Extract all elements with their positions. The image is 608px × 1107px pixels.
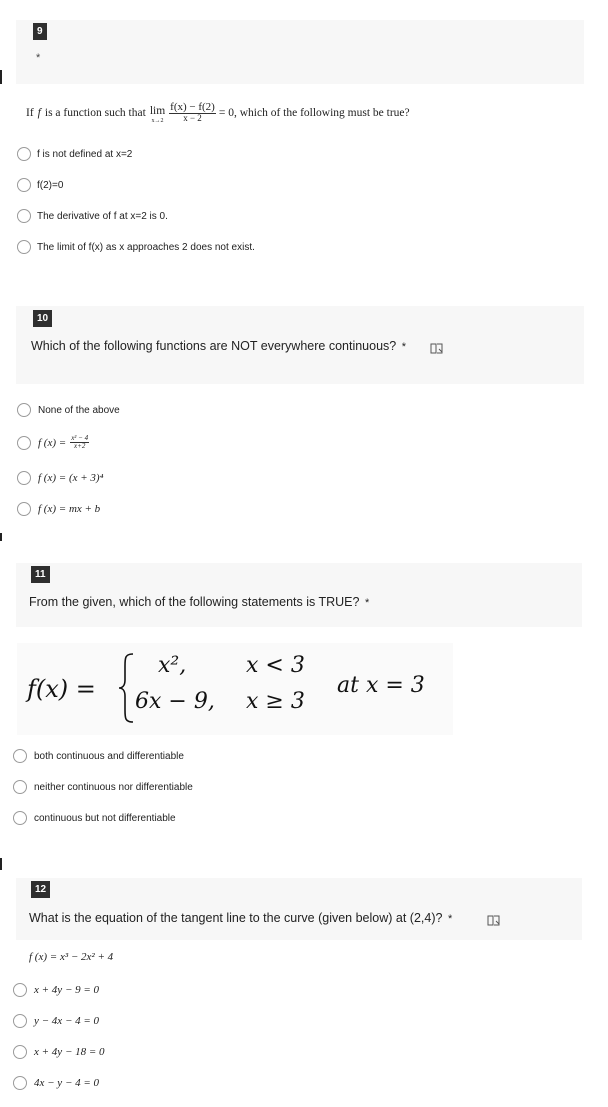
radio-button[interactable] — [13, 780, 27, 794]
option[interactable] — [13, 749, 184, 763]
question-number: 10 — [33, 310, 52, 327]
radio-button[interactable] — [17, 147, 31, 161]
limit-symbol: lim — [149, 105, 166, 117]
radio-button[interactable] — [17, 471, 31, 485]
option[interactable] — [13, 811, 176, 825]
question-number: 9 — [33, 23, 47, 40]
case1-expression: x², — [158, 653, 187, 678]
piecewise-function — [17, 643, 453, 735]
option[interactable] — [17, 240, 255, 254]
radio-button[interactable] — [17, 209, 31, 223]
radio-button[interactable] — [17, 502, 31, 516]
question-card — [16, 878, 582, 940]
left-brace — [117, 652, 135, 724]
radio-button[interactable] — [17, 436, 31, 450]
radio-button[interactable] — [13, 749, 27, 763]
option-label: 4x − y − 4 = 0 — [34, 1077, 100, 1089]
option-label: None of the above — [38, 404, 120, 416]
fraction-numerator: x² − 4 — [71, 434, 89, 442]
option[interactable] — [17, 471, 103, 485]
option-label: The limit of f(x) as x approaches 2 does not exist. — [37, 241, 255, 253]
question-text — [31, 339, 406, 353]
equals-zero: = 0 — [218, 106, 234, 119]
question-text-content: From the given, which of the following statements is TRUE? — [29, 595, 360, 609]
question-text — [29, 595, 369, 609]
edge-mark — [0, 533, 2, 541]
option-label: x + 4y − 18 = 0 — [34, 1046, 105, 1058]
option[interactable] — [17, 435, 89, 450]
limit-subscript: x→2 — [151, 117, 164, 124]
option-label: neither continuous nor differentiable — [34, 781, 193, 793]
option-label — [38, 435, 89, 450]
radio-button[interactable] — [13, 1045, 27, 1059]
question-text-content: Which of the following functions are NOT everywhere continuous? — [31, 339, 397, 353]
required-mark: * — [401, 341, 406, 353]
option-label: f (x) = mx + b — [38, 503, 101, 515]
radio-button[interactable] — [17, 240, 31, 254]
question-number: 12 — [31, 881, 50, 898]
option[interactable] — [13, 1014, 99, 1028]
text-is-function: is a function such that — [44, 106, 146, 119]
option-label: f is not defined at x=2 — [37, 148, 133, 160]
question-text — [29, 911, 452, 925]
required-mark: * — [36, 52, 41, 64]
option-label: f (x) = (x + 3)⁴ — [38, 472, 104, 484]
fraction-denominator: x+2 — [73, 442, 86, 450]
option-label: both continuous and differentiable — [34, 750, 184, 762]
radio-button[interactable] — [13, 983, 27, 997]
question-card — [16, 20, 584, 84]
radio-button[interactable] — [13, 1076, 27, 1090]
option[interactable] — [13, 1045, 105, 1059]
option[interactable] — [17, 502, 100, 516]
case1-condition: x < 3 — [246, 653, 305, 678]
text-prefix: If — [26, 106, 34, 119]
option[interactable] — [17, 403, 120, 417]
option[interactable] — [13, 983, 99, 997]
fraction-numerator: f(x) − f(2) — [170, 101, 215, 114]
case2-condition: x ≥ 3 — [246, 689, 305, 714]
function-symbol: f — [37, 106, 41, 119]
edge-mark — [0, 70, 2, 84]
edge-mark — [0, 858, 2, 870]
given-function: f (x) = x³ − 2x² + 4 — [29, 951, 114, 963]
option[interactable] — [17, 178, 63, 192]
option-label: f(2)=0 — [37, 179, 64, 191]
text-suffix: , which of the following must be true? — [233, 106, 410, 119]
option-label: The derivative of f at x=2 is 0. — [37, 210, 168, 222]
case2-expression: 6x − 9, — [135, 689, 215, 714]
immersive-reader-icon[interactable] — [430, 342, 443, 354]
radio-button[interactable] — [17, 403, 31, 417]
question-text — [26, 102, 410, 124]
option[interactable] — [13, 1076, 99, 1090]
question-number: 11 — [31, 566, 50, 583]
option-lhs: f (x) = — [38, 436, 67, 449]
option[interactable] — [17, 209, 168, 223]
option[interactable] — [17, 147, 132, 161]
radio-button[interactable] — [13, 1014, 27, 1028]
option[interactable] — [13, 780, 193, 794]
question-text-content: What is the equation of the tangent line to the curve (given below) at (2,4)? — [29, 911, 443, 925]
piecewise-lhs: f(x) = — [27, 675, 96, 703]
radio-button[interactable] — [17, 178, 31, 192]
option-label: x + 4y − 9 = 0 — [34, 984, 100, 996]
option-label: y − 4x − 4 = 0 — [34, 1015, 100, 1027]
required-mark: * — [447, 913, 453, 925]
evaluation-point: at x = 3 — [337, 673, 425, 698]
radio-button[interactable] — [13, 811, 27, 825]
option-label: continuous but not differentiable — [34, 812, 176, 824]
required-mark: * — [364, 597, 370, 609]
fraction-denominator: x − 2 — [183, 113, 202, 124]
immersive-reader-icon[interactable] — [487, 914, 500, 926]
